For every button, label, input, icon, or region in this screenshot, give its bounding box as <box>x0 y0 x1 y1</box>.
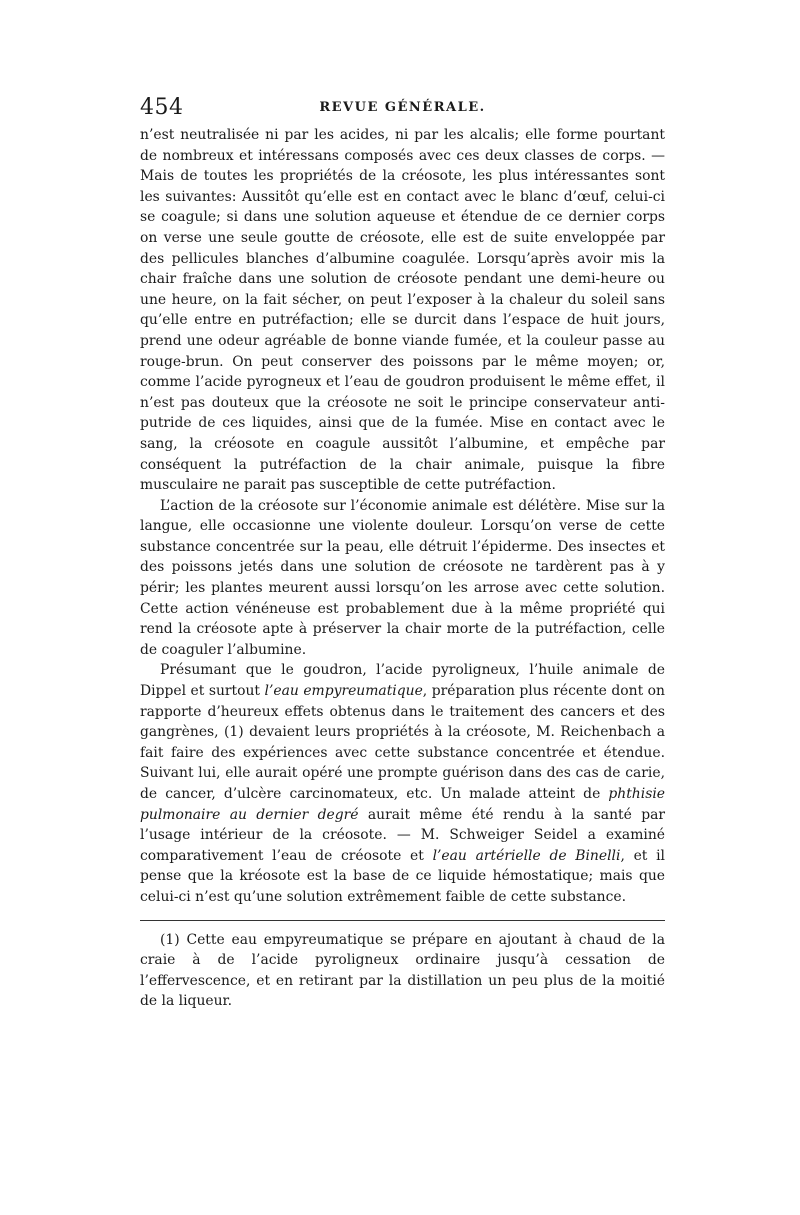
page-number: 454 <box>140 95 184 120</box>
page-header <box>140 95 665 125</box>
footnote: (1) Cette eau empyreumatique se prépare en ajoutant à chaud de la craie à de l’acide pyroligneux ordinaire jusqu’à cessation de l’effervescence, et en retirant par la distillation un peu plus de la moitié de la liqueur. <box>140 931 665 1010</box>
body-text <box>140 125 665 908</box>
footnote-divider <box>140 920 665 921</box>
paragraph-3 <box>140 660 665 907</box>
paragraph-1: n’est neutralisée ni par les acides, ni par les alcalis; elle forme pourtant de nombreux et intéressans composés avec ces deux classes de corps. — Mais de toutes les propriétés de la créosote, les plus intéressantes sont les suivantes: Aussitôt qu’elle est en contact avec le blanc d’œuf, celui-ci se coagule; si dans une solution aqueuse et étendue de ce dernier corps on verse une seule goutte de créosote, elle est de suite enveloppée par des pellicules blanches d’albumine coagulée. Lorsqu’après avoir mis la chair fraîche dans une solution de créosote pendant une demi-heure ou une heure, on la fait sécher, on peut l’exposer à la chaleur du soleil sans qu’elle entre en putréfaction; elle se durcit dans l’espace de huit jours, prend une odeur agréable de bonne viande fumée, et la couleur passe au rouge-brun. On peut conserver des poissons par le même moyen; or, comme l’acide pyrogneux et l’eau de goudron produisent le même effet, il n’est pas douteux que la créosote ne soit le principe conservateur anti-putride de ces liquides, ainsi que de la fumée. Mise en contact avec le sang, la créosote en coagule aussitôt l’albumine, et empêche par conséquent la putréfaction de la chair animale, puisque la fibre musculaire ne parait pas susceptible de cette putréfaction. <box>140 127 665 494</box>
paragraph-2: L’action de la créosote sur l’économie animale est délétère. Mise sur la langue, elle occasionne une violente douleur. Lorsqu’on verse de cette substance concentrée sur la peau, elle détruit l’épiderme. Des insectes et des poissons jetés dans une solution de créosote ne tardèrent pas à y périr; les plantes meurent aussi lorsqu’on les arrose avec cette solution. Cette action vénéneuse est probablement due à la même propriété qui rend la créosote apte à préserver la chair morte de la putréfaction, celle de coaguler l’albumine. <box>140 497 665 658</box>
paragraph-3-part-2: , préparation plus récente dont on rapporte d’heureux effets obtenus dans le traitement des cancers et des gangrènes, (1) devaient leurs propriétés à la créosote, M. Reichenbach a fait faire des expériences avec cette substance concentrée et étendue. Suivant lui, elle aurait opéré une prompte guérison dans des cas de carie, de cancer, d’ulcère carcinomateux, etc. Un malade atteint de <box>140 683 665 802</box>
paragraph-3-part-1: Présumant que le goudron, l’acide pyroligneux, l’huile animale de Dippel et surtout <box>140 662 665 700</box>
paragraph-3-part-4: , et il pense que la kréosote est la base de ce liquide hémostatique; mais que celui-ci n’est qu’une solution extrêmement faible de cette substance. <box>140 847 665 905</box>
italic-phthisie: phthisie pulmonaire au dernier degré <box>140 786 665 823</box>
paragraph-3-part-3: aurait même été rendu à la santé par l’usage intérieur de la créosote. — M. Schweiger Seidel a examiné comparativement l’eau de créosote et <box>140 806 666 864</box>
italic-eau-empyreumatique: l’eau empyreumatique <box>264 683 423 700</box>
book-page <box>140 95 665 1012</box>
running-head: REVUE GÉNÉRALE. <box>319 100 486 115</box>
italic-eau-arterielle: l’eau artérielle de Binelli <box>432 847 621 864</box>
